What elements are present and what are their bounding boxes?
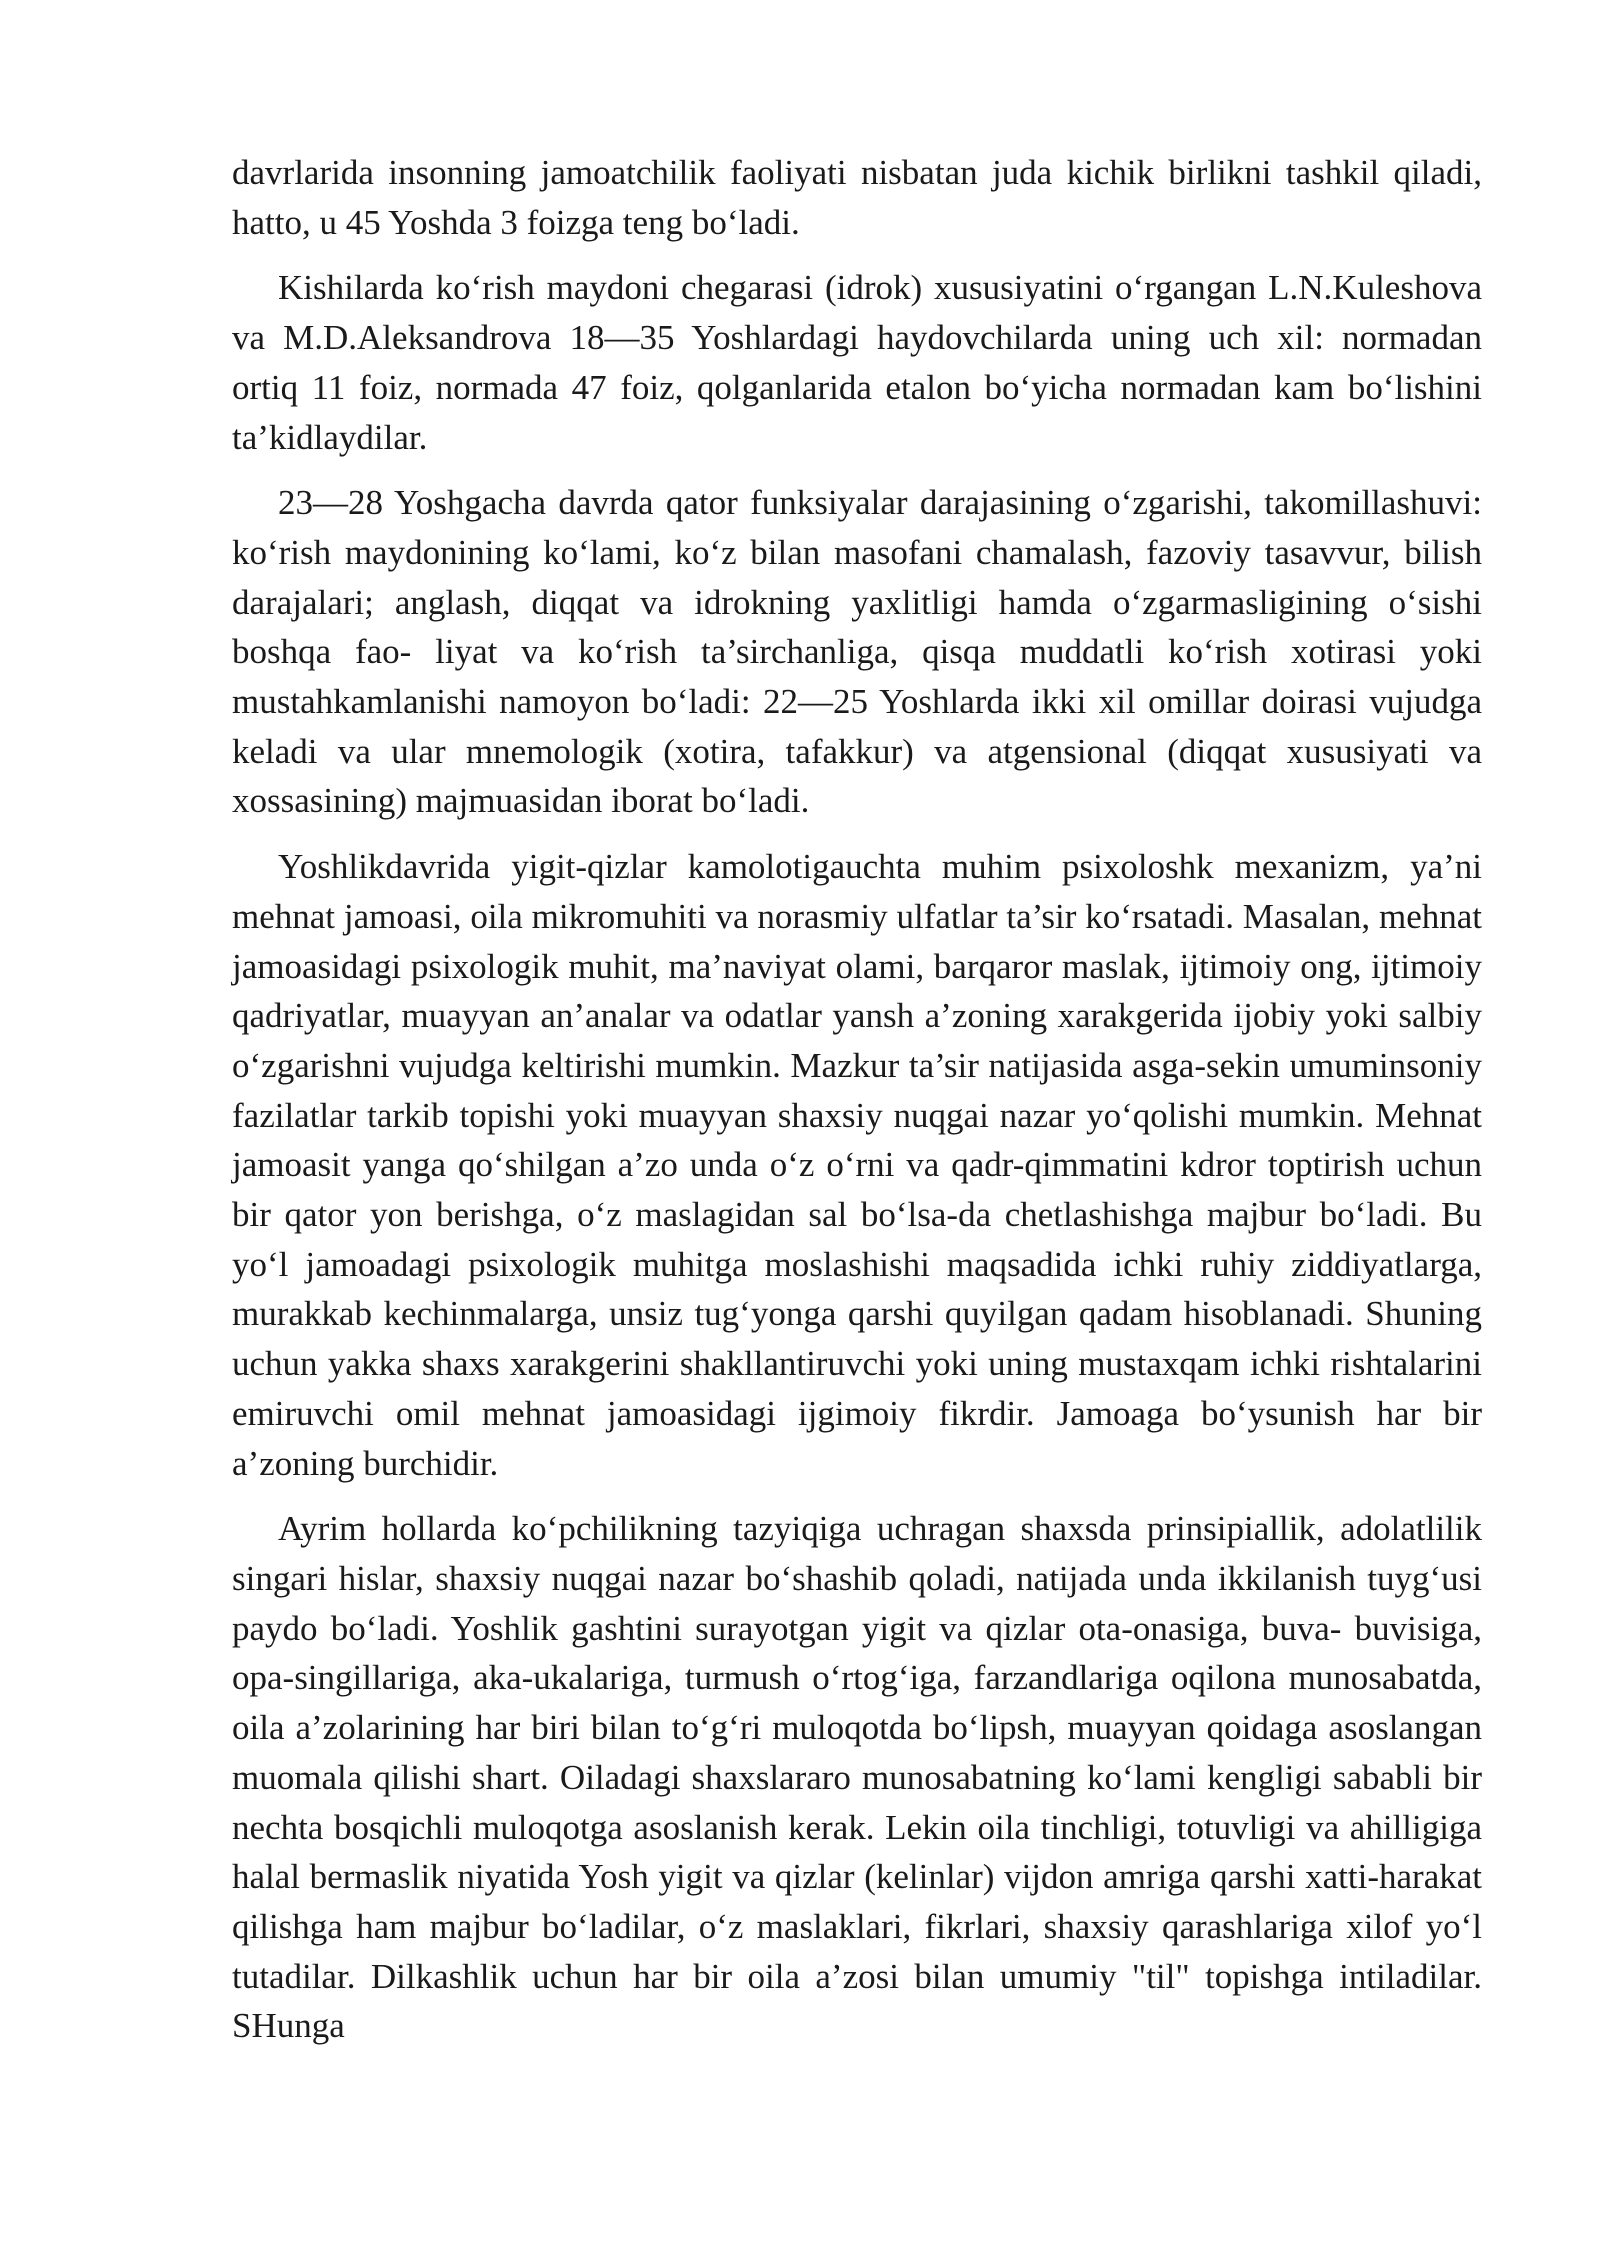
paragraph-perception-field: Kishilarda ko‘rish maydoni chegarasi (idrok) xususiyatini o‘rgangan L.N.Kuleshova va M.D.Aleksandrova 18—35 Yoshlardagi haydovchilarda uning uch xil: normadan ortiq 11 foiz, normada 47 foiz, qolganlarida etalon bo‘yicha normadan kam bo‘lishini ta’kidlaydilar. <box>232 268 1482 457</box>
paragraph-continuation: davrlarida insonning jamoatchilik faoliyati nisbatan juda kichik birlikni tashkil qiladi, hatto, u 45 Yoshda 3 foizga teng bo‘ladi. <box>232 153 1482 242</box>
paragraph-functions-age: 23—28 Yoshgacha davrda qator funksiyalar darajasining o‘zgarishi, takomillashuvi: ko‘rish maydonining ko‘lami, ko‘z bilan masofani chamalash, fazoviy tasavvur, bilish darajalari; anglash, diqqat va idrokning yaxlitligi hamda o‘zgarmasligining o‘sishi boshqa fao- liyat va ko‘rish ta’sirchanliga, qisqa muddatli ko‘rish xotirasi yoki mustahkamlanishi namoyon bo‘ladi: 22—25 Yoshlarda ikki xil omillar doirasi vujudga keladi va ular mnemologik (xotira, tafakkur) va atgensional (diqqat xususiyati va xossasining) majmuasidan iborat bo‘ladi. <box>232 483 1482 821</box>
document-body <box>232 148 1482 2051</box>
paragraph-family-relations: Ayrim hollarda ko‘pchilikning tazyiqiga uchragan shaxsda prinsipiallik, adolatlilik singari hislar, shaxsiy nuqgai nazar bo‘shashib qoladi, natijada unda ikkilanish tuyg‘usi paydo bo‘ladi. Yoshlik gashtini surayotgan yigit va qizlar ota-onasiga, buva- buvisiga, opa-singillariga, aka-ukalariga, turmush o‘rtog‘iga, farzandlariga oqilona munosabatda, oila a’zolarining har biri bilan to‘g‘ri muloqotda bo‘lipsh, muayyan qoidaga asoslangan muomala qilishi shart. Oiladagi shaxslararo munosabatning ko‘lami kengligi sababli bir nechta bosqichli muloqotga asoslanish kerak. Lekin oila tinchligi, totuvligi va ahilligiga halal bermaslik niyatida Yosh yigit va qizlar (kelinlar) vijdon amriga qarshi xatti-harakat qilishga ham majbur bo‘ladilar, o‘z maslaklari, fikrlari, shaxsiy qarashlariga xilof yo‘l tutadilar. Dilkashlik uchun har bir oila a’zosi bilan umumiy "til" topishga intiladilar. SHunga <box>232 1509 1482 2046</box>
paragraph-youth-mechanisms: Yoshlikdavrida yigit-qizlar kamolotigauchta muhim psixoloshk mexanizm, ya’ni mehnat jamoasi, oila mikromuhiti va norasmiy ulfatlar ta’sir ko‘rsatadi. Masalan, mehnat jamoasidagi psixologik muhit, ma’naviyat olami, barqaror maslak, ijtimoiy ong, ijtimoiy qadriyatlar, muayyan an’analar va odatlar yansh a’zoning xarakgerida ijobiy yoki salbiy o‘zgarishni vujudga keltirishi mumkin. Mazkur ta’sir natijasida asga-sekin umuminsoniy fazilatlar tarkib topishi yoki muayyan shaxsiy nuqgai nazar yo‘qolishi mumkin. Mehnat jamoasit yanga qo‘shilgan a’zo unda o‘z o‘rni va qadr-qimmatini kdror toptirish uchun bir qator yon berishga, o‘z maslagidan sal bo‘lsa-da chetlashishga majbur bo‘ladi. Bu yo‘l jamoadagi psixologik muhitga moslashishi maqsadida ichki ruhiy ziddiyatlarga, murakkab kechinmalarga, unsiz tug‘yonga qarshi quyilgan qadam hisoblanadi. Shuning uchun yakka shaxs xarakgerini shakllantiruvchi yoki uning mustaxqam ichki rishtalarini emiruvchi omil mehnat jamoasidagi ijgimoiy fikrdir. Jamoaga bo‘ysunish har bir a’zoning burchidir. <box>232 847 1482 1483</box>
